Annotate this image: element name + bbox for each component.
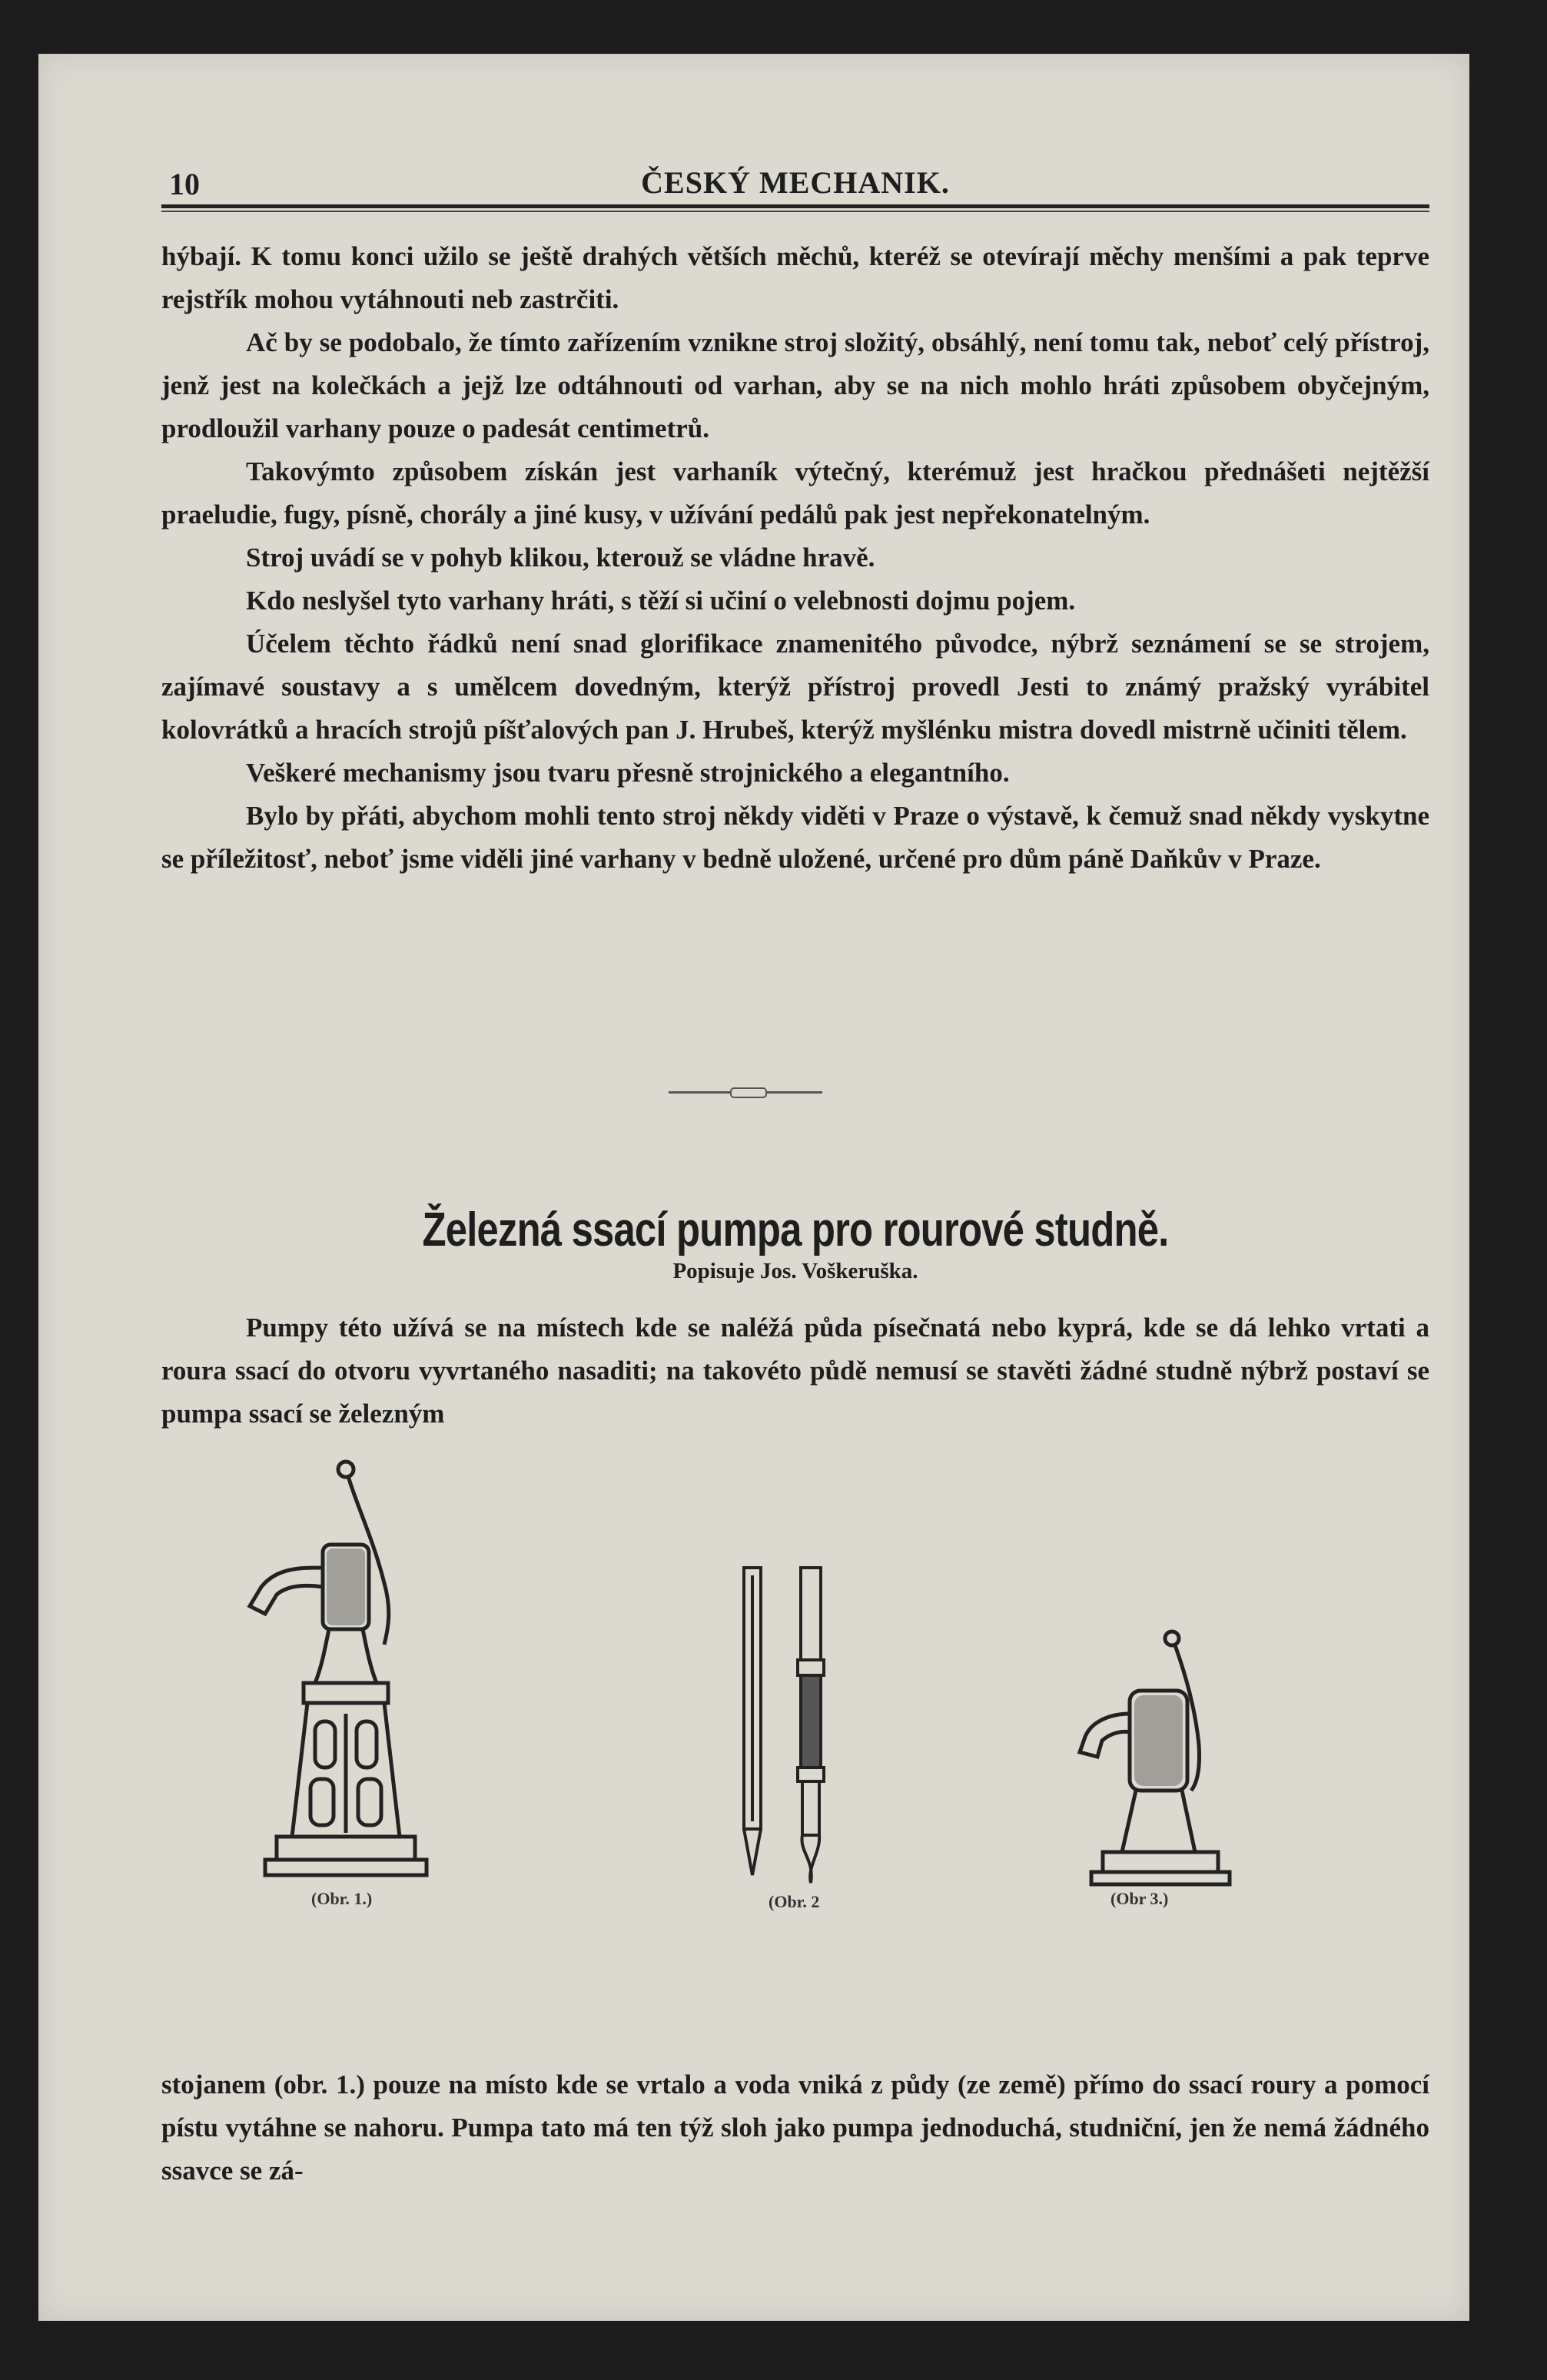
page bbox=[38, 54, 1469, 2321]
article-byline: Popisuje Jos. Voškeruška. bbox=[672, 1259, 918, 1283]
figure-2-suction-pipes bbox=[730, 1560, 853, 1911]
page-header bbox=[161, 161, 1429, 223]
paragraph: Bylo by přáti, abychom mohli tento stroj někdy viděti v Praze o výstavě, k čemuž snad někdy vyskytne se příležitosť, neboť jsme viděli jiné varhany v bedně uložené, určené pro dům páně Daňkův v Praze. bbox=[161, 801, 1429, 874]
article-title: Železná ssací pumpa pro rourové studně. bbox=[422, 1203, 1169, 1256]
suction-pipes-drawing bbox=[730, 1560, 853, 1898]
page-number: 10 bbox=[169, 167, 200, 201]
article-continuation bbox=[161, 2063, 1429, 2192]
paragraph: stojanem (obr. 1.) pouze na místo kde se vrtalo a voda vniká z půdy (ze země) přímo do ssací roury a pomocí pístu vytáhne se nahoru. Pumpa tato má ten týž sloh jako pumpa jednoduchá, studniční, jen že nemá žádného ssavce se zá- bbox=[161, 2070, 1429, 2186]
paragraph: Veškeré mechanismy jsou tvaru přesně strojnického a elegantního. bbox=[246, 758, 1010, 788]
paragraph: Ač by se podobalo, že tímto zařízením vznikne stroj složitý, obsáhlý, není tomu tak, neboť celý přístroj, jenž jest na kolečkách a jejž lze odtáhnouti od varhan, aby se na nich mohlo hráti způsobem obyčejným, prodloužil varhany pouze o padesát centimetrů. bbox=[161, 327, 1429, 443]
section-1-text bbox=[161, 235, 1429, 881]
paragraph: Takovýmto způsobem získán jest varhaník výtečný, kterémuž jest hračkou přednášeti nejtěžší praeludie, fugy, písně, chorály a jiné kusy, v užívání pedálů pak jest nepřekonatelným. bbox=[161, 456, 1429, 529]
paragraph: Pumpy této užívá se na místech kde se naléžá půda písečnatá nebo kyprá, kde se dá lehko vrtati a roura ssací do otvoru vyvrtaného nasaditi; na takovéto půdě nemusí se stavěti žádné studně nýbrž postaví se pumpa ssací se železným bbox=[161, 1313, 1429, 1429]
figure-3-caption: (Obr 3.) bbox=[1110, 1889, 1169, 1908]
figure-3-simple-pump bbox=[1068, 1629, 1268, 1908]
paragraph: hýbají. K tomu konci užilo se ještě drahých větších měchů, kteréž se otevírají měchy menšími a pak teprve rejstřík mohou vytáhnouti neb zastrčiti. bbox=[161, 241, 1429, 314]
paragraph: Účelem těchto řádků není snad glorifikace znamenitého původce, nýbrž seznámení se se strojem, zajímavé soustavy a s umělcem dovedným, kterýž přístroj provedl Jesti to známý pražský vyrábitel kolovrátků a hracích strojů píšťalových pan J. Hrubeš, kterýž myšlénku mistra dovedl mistrně učiniti tělem. bbox=[161, 629, 1429, 745]
article-intro bbox=[161, 1306, 1429, 1436]
figure-2-caption: (Obr. 2 bbox=[769, 1892, 820, 1911]
running-title: ČESKÝ MECHANIK. bbox=[641, 165, 950, 200]
figure-1-pump-stand bbox=[231, 1452, 461, 1908]
pump-stand-drawing bbox=[231, 1452, 461, 1883]
figure-1-caption: (Obr. 1.) bbox=[311, 1889, 373, 1908]
paragraph: Kdo neslyšel tyto varhany hráti, s těží si učiní o velebnosti dojmu pojem. bbox=[246, 586, 1076, 616]
simple-pump-drawing bbox=[1068, 1629, 1268, 1890]
header-rule bbox=[161, 204, 1429, 212]
paragraph: Stroj uvádí se v pohyb klikou, kterouž se vládne hravě. bbox=[246, 543, 875, 573]
separator-ornament bbox=[730, 1087, 767, 1098]
